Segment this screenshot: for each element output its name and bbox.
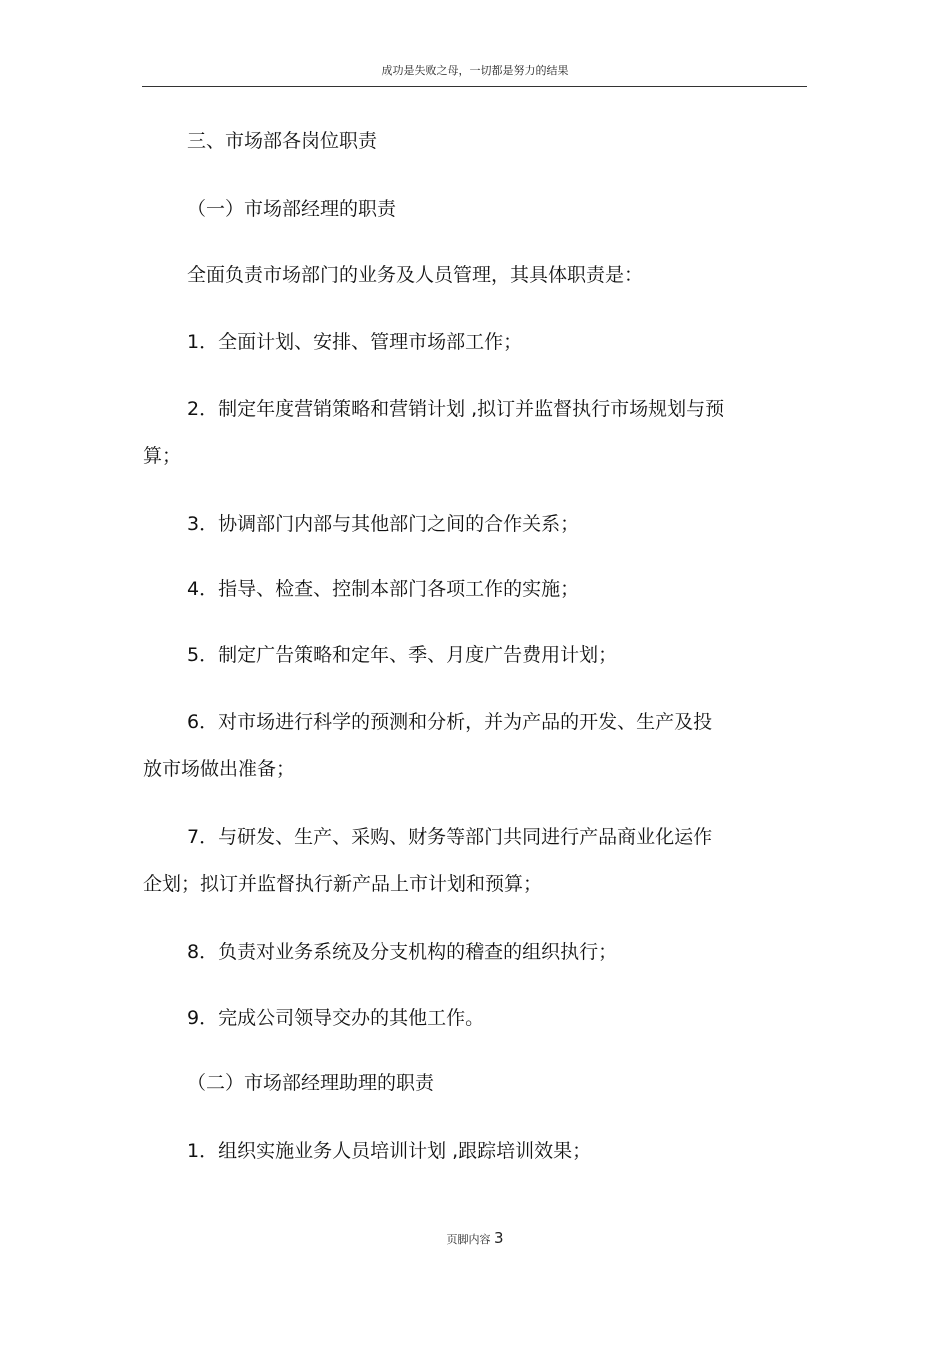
list-item-continuation: 放市场做出准备； (143, 758, 296, 780)
list-item: 3．协调部门内部与其他部门之间的合作关系； (187, 513, 580, 535)
list-item: 5．制定广告策略和定年、季、月度广告费用计划； (187, 644, 618, 666)
subsection-title-assistant: （二）市场部经理助理的职责 (187, 1072, 435, 1094)
page-number: 3 (493, 1229, 504, 1247)
page-footer (0, 1228, 950, 1250)
list-item: 9．完成公司领导交办的其他工作。 (187, 1007, 485, 1029)
header-divider (142, 86, 807, 87)
paragraph-intro: 全面负责市场部门的业务及人员管理，其具体职责是： (187, 264, 644, 286)
list-item-continuation: 算； (143, 445, 182, 467)
list-item: 1．全面计划、安排、管理市场部工作； (187, 331, 523, 353)
footer-label: 页脚内容 (446, 1233, 491, 1246)
list-item: 7．与研发、生产、采购、财务等部门共同进行产品商业化运作 (187, 826, 713, 848)
list-item-continuation: 企划；拟订并监督执行新产品上市计划和预算； (143, 873, 543, 895)
list-item: 8．负责对业务系统及分支机构的稽查的组织执行； (187, 941, 618, 963)
section-title: 三、市场部各岗位职责 (187, 130, 378, 152)
list-item: 6．对市场进行科学的预测和分析，并为产品的开发、生产及投 (187, 711, 713, 733)
list-item: 2．制定年度营销策略和营销计划 ,拟订并监督执行市场规划与预 (187, 398, 725, 420)
list-item: 4．指导、检查、控制本部门各项工作的实施； (187, 578, 580, 600)
subsection-title-manager: （一）市场部经理的职责 (187, 198, 397, 220)
page-header-text: 成功是失败之母，一切都是努力的结果 (381, 64, 569, 77)
list-item: 1．组织实施业务人员培训计划 ,跟踪培训效果； (187, 1140, 592, 1162)
